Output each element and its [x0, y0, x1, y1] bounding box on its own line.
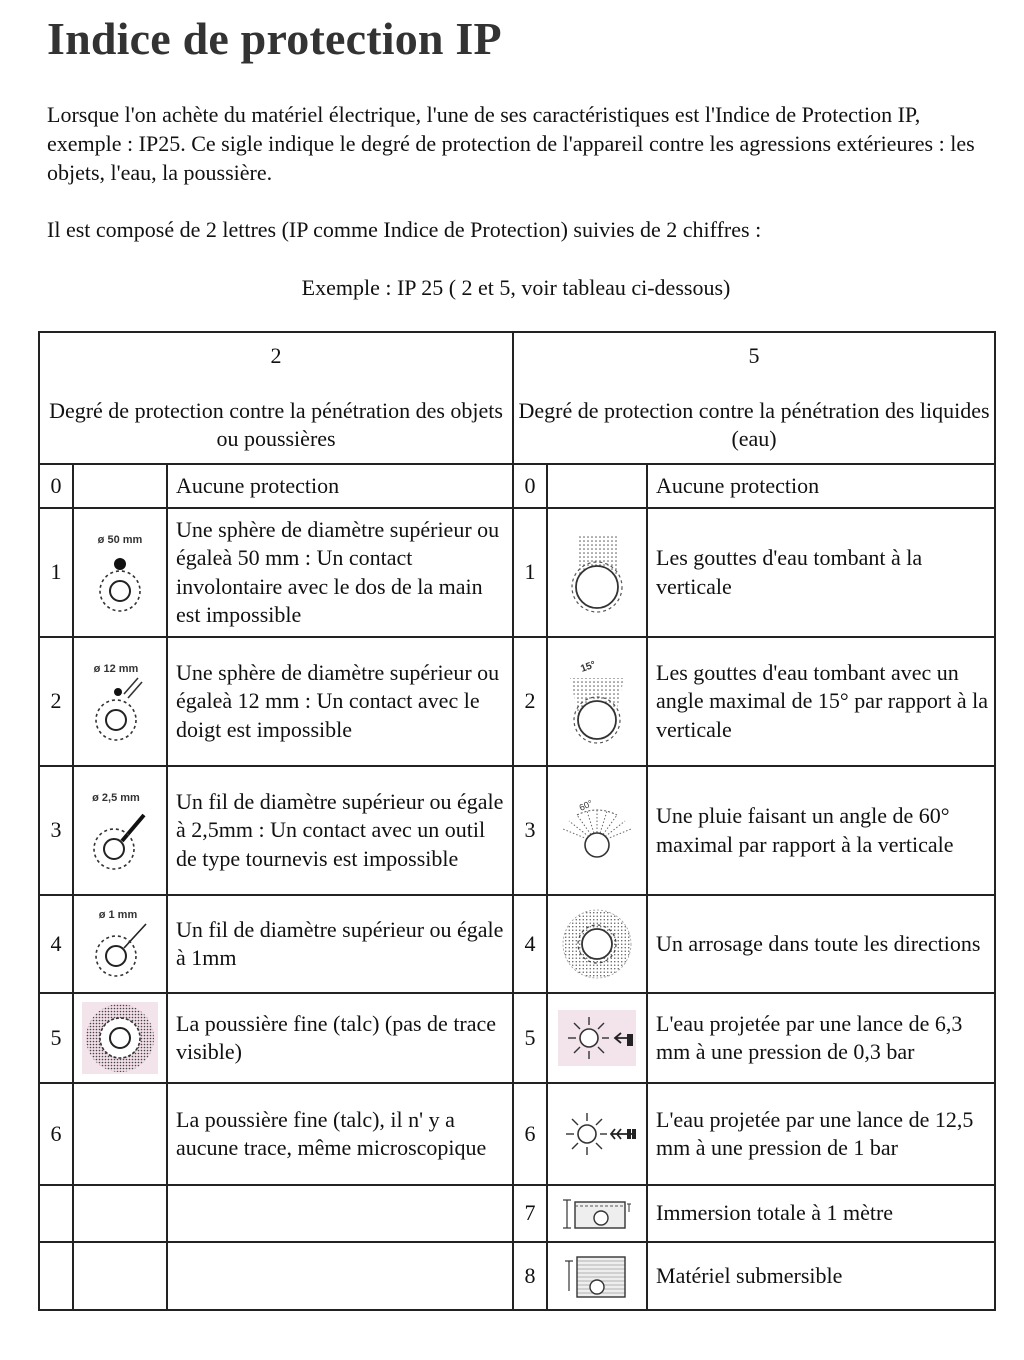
liquids-icon-cell [547, 766, 647, 895]
solids-level-number: 6 [39, 1083, 73, 1185]
intro-paragraph: Lorsque l'on achète du matériel électrique, l'une de ses caractéristiques est l'Indice de Protection IP, exemple : IP25. Ce sigle indique le degré de protection de l'appareil contre les agressions extérieures : les objets, l'eau, la poussière. [47, 102, 975, 185]
solids-icon-cell [73, 1185, 167, 1242]
solids-icon-cell [73, 895, 167, 993]
drops-15-degree-icon [560, 656, 634, 748]
solids-description [167, 1242, 513, 1310]
table-header-row [39, 332, 995, 464]
table-row [39, 895, 995, 993]
liquids-icon-cell [547, 464, 647, 508]
solids-icon-cell [73, 1083, 167, 1185]
solids-description: La poussière fine (talc) (pas de trace visible) [167, 993, 513, 1083]
ip-rating-table [38, 331, 996, 1311]
solids-level-number: 3 [39, 766, 73, 895]
liquids-level-number: 4 [513, 895, 547, 993]
liquids-level-number: 2 [513, 637, 547, 766]
liquids-icon-cell [547, 508, 647, 637]
example-line: Exemple : IP 25 ( 2 et 5, voir tableau ci-dessous) [301, 275, 731, 300]
tool-2-5mm-icon [80, 785, 160, 877]
tool-2-5mm-icon-label: ø 2,5 mm [92, 791, 140, 804]
rain-60-degree-icon-label: 60° [577, 797, 595, 813]
vertical-drops-icon [562, 527, 632, 619]
solids-description: La poussière fine (talc), il n' y a aucune trace, même microscopique [167, 1083, 513, 1185]
solids-description: Un fil de diamètre supérieur ou égale à 2,5mm : Un contact avec un outil de type tournevis est impossible [167, 766, 513, 895]
table-row [39, 508, 995, 637]
splash-all-directions-icon [557, 904, 637, 984]
dust-protected-icon [80, 1001, 160, 1075]
finger-12mm-icon-label: ø 12 mm [93, 662, 139, 675]
liquids-icon-cell [547, 993, 647, 1083]
immersion-icon [557, 1194, 637, 1234]
liquids-icon-cell [547, 1242, 647, 1310]
solids-icon-cell [73, 637, 167, 766]
water-jet-icon [557, 1009, 637, 1067]
liquids-description: L'eau projetée par une lance de 12,5 mm à une pression de 1 bar [647, 1083, 995, 1185]
solids-icon-cell [73, 464, 167, 508]
solids-icon-cell [73, 508, 167, 637]
liquids-icon-cell [547, 637, 647, 766]
liquids-description: Immersion totale à 1 mètre [647, 1185, 995, 1242]
drops-15-degree-icon-label: 15° [579, 658, 598, 675]
solids-header-digit: 2 [270, 343, 282, 369]
liquids-level-number: 0 [513, 464, 547, 508]
liquids-header-title: Degré de protection contre la pénétration des liquides (eau) [518, 397, 990, 452]
table-row [39, 464, 995, 508]
solids-icon-cell [73, 766, 167, 895]
solids-level-number: 4 [39, 895, 73, 993]
solids-level-number: 1 [39, 508, 73, 637]
table-row [39, 1083, 995, 1185]
liquids-description: L'eau projetée par une lance de 6,3 mm à une pression de 0,3 bar [647, 993, 995, 1083]
solids-icon-cell [73, 993, 167, 1083]
solids-level-number: 5 [39, 993, 73, 1083]
table-row [39, 637, 995, 766]
solids-level-number [39, 1242, 73, 1310]
powerful-water-jet-icon [557, 1105, 637, 1163]
liquids-level-number: 1 [513, 508, 547, 637]
submersion-icon [557, 1251, 637, 1301]
wire-1mm-icon [80, 904, 160, 984]
solids-header-title: Degré de protection contre la pénétration des objets ou poussières [49, 397, 503, 452]
liquids-icon-cell [547, 1083, 647, 1185]
solids-level-number: 2 [39, 637, 73, 766]
liquids-level-number: 7 [513, 1185, 547, 1242]
solids-header [39, 332, 513, 464]
liquids-header [513, 332, 995, 464]
finger-12mm-icon [80, 656, 160, 748]
table-row [39, 1185, 995, 1242]
liquids-description: Un arrosage dans toute les directions [647, 895, 995, 993]
liquids-level-number: 6 [513, 1083, 547, 1185]
liquids-description: Une pluie faisant un angle de 60° maximal par rapport à la verticale [647, 766, 995, 895]
wire-1mm-icon-label: ø 1 mm [98, 909, 138, 921]
table-row [39, 766, 995, 895]
sphere-50mm-icon-label: ø 50 mm [97, 533, 143, 546]
solids-level-number: 0 [39, 464, 73, 508]
solids-level-number [39, 1185, 73, 1242]
solids-description: Un fil de diamètre supérieur ou égale à 1mm [167, 895, 513, 993]
liquids-icon-cell [547, 895, 647, 993]
solids-description: Aucune protection [167, 464, 513, 508]
page-title: Indice de protection IP [47, 13, 502, 64]
liquids-description: Aucune protection [647, 464, 995, 508]
solids-description: Une sphère de diamètre supérieur ou égaleà 50 mm : Un contact involontaire avec le dos de la main est impossible [167, 508, 513, 637]
solids-description: Une sphère de diamètre supérieur ou égaleà 12 mm : Un contact avec le doigt est impossible [167, 637, 513, 766]
composition-paragraph: Il est composé de 2 lettres (IP comme Indice de Protection) suivies de 2 chiffres : [47, 217, 762, 242]
liquids-header-digit: 5 [748, 343, 760, 369]
solids-description [167, 1185, 513, 1242]
solids-icon-cell [73, 1242, 167, 1310]
table-row [39, 1242, 995, 1310]
liquids-description: Les gouttes d'eau tombant à la verticale [647, 508, 995, 637]
liquids-description: Matériel submersible [647, 1242, 995, 1310]
liquids-level-number: 3 [513, 766, 547, 895]
liquids-description: Les gouttes d'eau tombant avec un angle maximal de 15° par rapport à la verticale [647, 637, 995, 766]
liquids-level-number: 8 [513, 1242, 547, 1310]
liquids-level-number: 5 [513, 993, 547, 1083]
table-row [39, 993, 995, 1083]
liquids-icon-cell [547, 1185, 647, 1242]
rain-60-degree-icon [555, 785, 639, 877]
sphere-50mm-icon [80, 527, 160, 619]
